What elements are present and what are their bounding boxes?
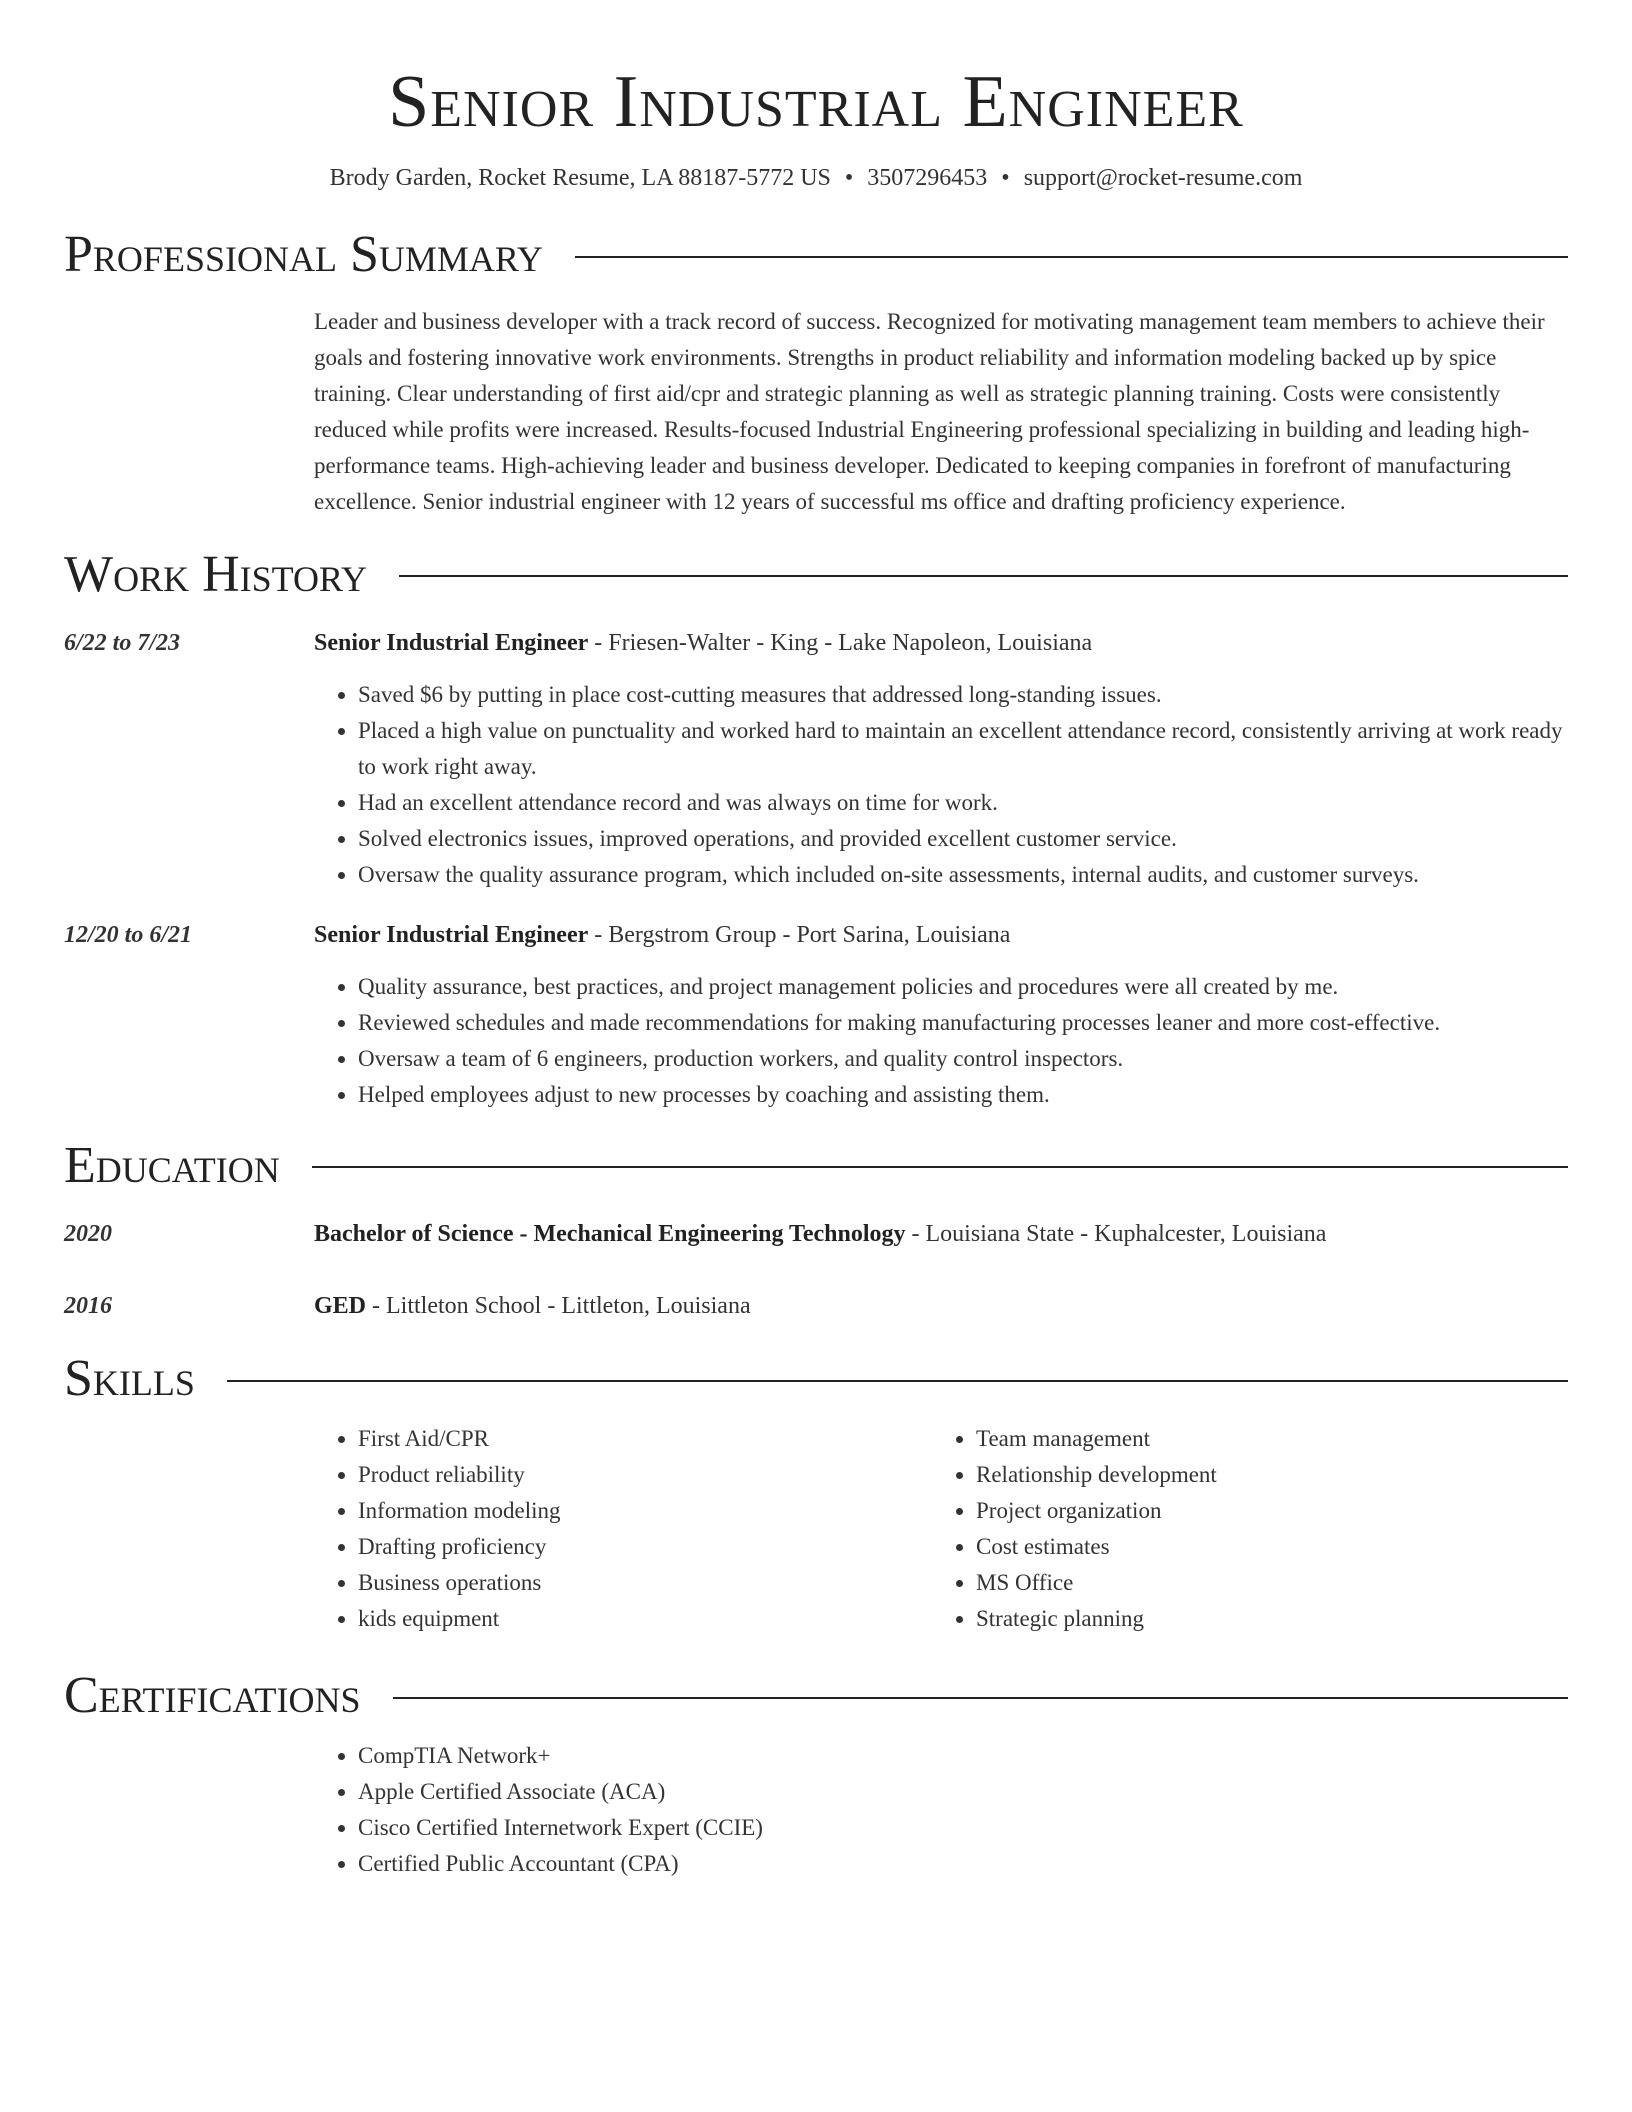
list-item: • Reviewed schedules and made recommendations for making manufacturing processes leaner and more cost-effective.	[358, 1005, 1568, 1041]
section-divider	[312, 1166, 1568, 1168]
job-employer: - Bergstrom Group - Port Sarina, Louisiana	[588, 921, 1011, 948]
education-school: - Louisiana State - Kuphalcester, Louisiana	[905, 1220, 1327, 1247]
education-year: 2016	[64, 1292, 112, 1319]
job-title-line	[314, 625, 1092, 661]
job-title-line	[314, 917, 1010, 953]
education-year: 2020	[64, 1220, 112, 1247]
education-line	[314, 1216, 1326, 1252]
skills-columns	[314, 1421, 1568, 1637]
contact-address: Brody Garden, Rocket Resume, LA 88187-5772 US	[329, 165, 831, 192]
education-entry	[64, 1216, 1568, 1252]
skills-header	[64, 1350, 1568, 1407]
job-bullets-container	[314, 677, 1568, 893]
list-item: • Helped employees adjust to new processes by coaching and assisting them.	[358, 1077, 1568, 1113]
contact-separator: •	[844, 165, 854, 192]
section-divider	[399, 575, 1568, 577]
job-entry	[64, 625, 1568, 893]
list-item: • Project organization	[976, 1493, 1550, 1529]
section-divider	[393, 1697, 1568, 1699]
education-entry	[64, 1288, 1568, 1324]
list-item: • Cost estimates	[976, 1529, 1550, 1565]
work-history-section	[64, 546, 1568, 1113]
job-row	[64, 917, 1568, 953]
list-item: • Information modeling	[358, 1493, 932, 1529]
certifications-header	[64, 1667, 1568, 1724]
list-item: • MS Office	[976, 1565, 1550, 1601]
education-degree: Bachelor of Science - Mechanical Engineering Technology	[314, 1220, 906, 1247]
job-row	[64, 625, 1568, 661]
list-item: • kids equipment	[358, 1601, 932, 1637]
job-entry	[64, 917, 1568, 1113]
list-item: • Quality assurance, best practices, and project management policies and procedures were all created by me.	[358, 969, 1568, 1005]
education-heading: Education	[64, 1136, 280, 1194]
job-bullets	[314, 969, 1568, 1113]
list-item: • Business operations	[358, 1565, 932, 1601]
education-degree: GED	[314, 1292, 367, 1319]
resume-page	[64, 0, 1568, 1882]
summary-text: Leader and business developer with a track record of success. Recognized for motivating management team members to achieve their goals and fostering innovative work environments. Strengths in product reliability and information modeling backed up by spice training. Clear understanding of first aid/cpr and strategic planning as well as strategic planning training. Costs were consistently reduced while profits were increased. Results-focused Industrial Engineering professional specializing in building and leading high-performance teams. High-achieving leader and business developer. Dedicated to keeping companies in forefront of manufacturing excellence. Senior industrial engineer with 12 years of successful ms office and drafting proficiency experience.	[314, 308, 1545, 514]
job-employer: - Friesen-Walter - King - Lake Napoleon, Louisiana	[588, 629, 1093, 656]
list-item: • Relationship development	[976, 1457, 1550, 1493]
section-divider	[575, 256, 1568, 258]
section-divider	[227, 1380, 1568, 1382]
summary-section	[64, 226, 1568, 519]
resume-title: Senior Industrial Engineer	[388, 61, 1244, 143]
education-section	[64, 1137, 1568, 1324]
list-item: • Product reliability	[358, 1457, 932, 1493]
list-item: • First Aid/CPR	[358, 1421, 932, 1457]
contact-email[interactable]: support@rocket-resume.com	[1023, 165, 1303, 192]
summary-heading: Professional Summary	[64, 226, 543, 284]
list-item: • Certified Public Accountant (CPA)	[358, 1846, 1568, 1882]
list-item: • Apple Certified Associate (ACA)	[358, 1774, 1568, 1810]
certifications-list	[314, 1738, 1568, 1882]
list-item: • Had an excellent attendance record and was always on time for work.	[358, 785, 1568, 821]
education-line	[314, 1288, 751, 1324]
certifications-heading: Certifications	[64, 1667, 361, 1725]
job-title: Senior Industrial Engineer	[314, 629, 589, 656]
list-item: • CompTIA Network+	[358, 1738, 1568, 1774]
skills-list-left	[314, 1421, 932, 1637]
work-history-heading: Work History	[64, 545, 368, 603]
list-item: • Solved electronics issues, improved operations, and provided excellent customer service.	[358, 821, 1568, 857]
education-header	[64, 1137, 1568, 1194]
list-item: • Cisco Certified Internetwork Expert (CCIE)	[358, 1810, 1568, 1846]
certifications-list-container	[314, 1738, 1568, 1882]
skills-section	[64, 1350, 1568, 1637]
list-item: • Strategic planning	[976, 1601, 1550, 1637]
work-history-header	[64, 546, 1568, 603]
contact-separator: •	[1001, 165, 1010, 192]
contact-phone: 3507296453	[867, 165, 988, 192]
certifications-section	[64, 1667, 1568, 1882]
education-school: - Littleton School - Littleton, Louisiana	[366, 1292, 751, 1319]
list-item: • Oversaw the quality assurance program, which included on-site assessments, internal audits, and customer surveys.	[358, 857, 1568, 893]
summary-header	[64, 226, 1568, 283]
list-item: • Drafting proficiency	[358, 1529, 932, 1565]
skills-list-right	[932, 1421, 1550, 1637]
skills-heading: Skills	[64, 1349, 195, 1407]
list-item: • Placed a high value on punctuality and worked hard to maintain an excellent attendance record, consistently arriving at work ready to work right away.	[358, 713, 1568, 785]
contact-line	[64, 165, 1568, 192]
list-item: • Oversaw a team of 6 engineers, production workers, and quality control inspectors.	[358, 1041, 1568, 1077]
job-title: Senior Industrial Engineer	[314, 921, 589, 948]
list-item: • Team management	[976, 1421, 1550, 1457]
job-dates: 12/20 to 6/21	[64, 921, 193, 948]
list-item: • Saved $6 by putting in place cost-cutting measures that addressed long-standing issues.	[358, 677, 1568, 713]
job-bullets-container	[314, 969, 1568, 1113]
job-bullets	[314, 677, 1568, 893]
job-dates: 6/22 to 7/23	[64, 629, 181, 656]
